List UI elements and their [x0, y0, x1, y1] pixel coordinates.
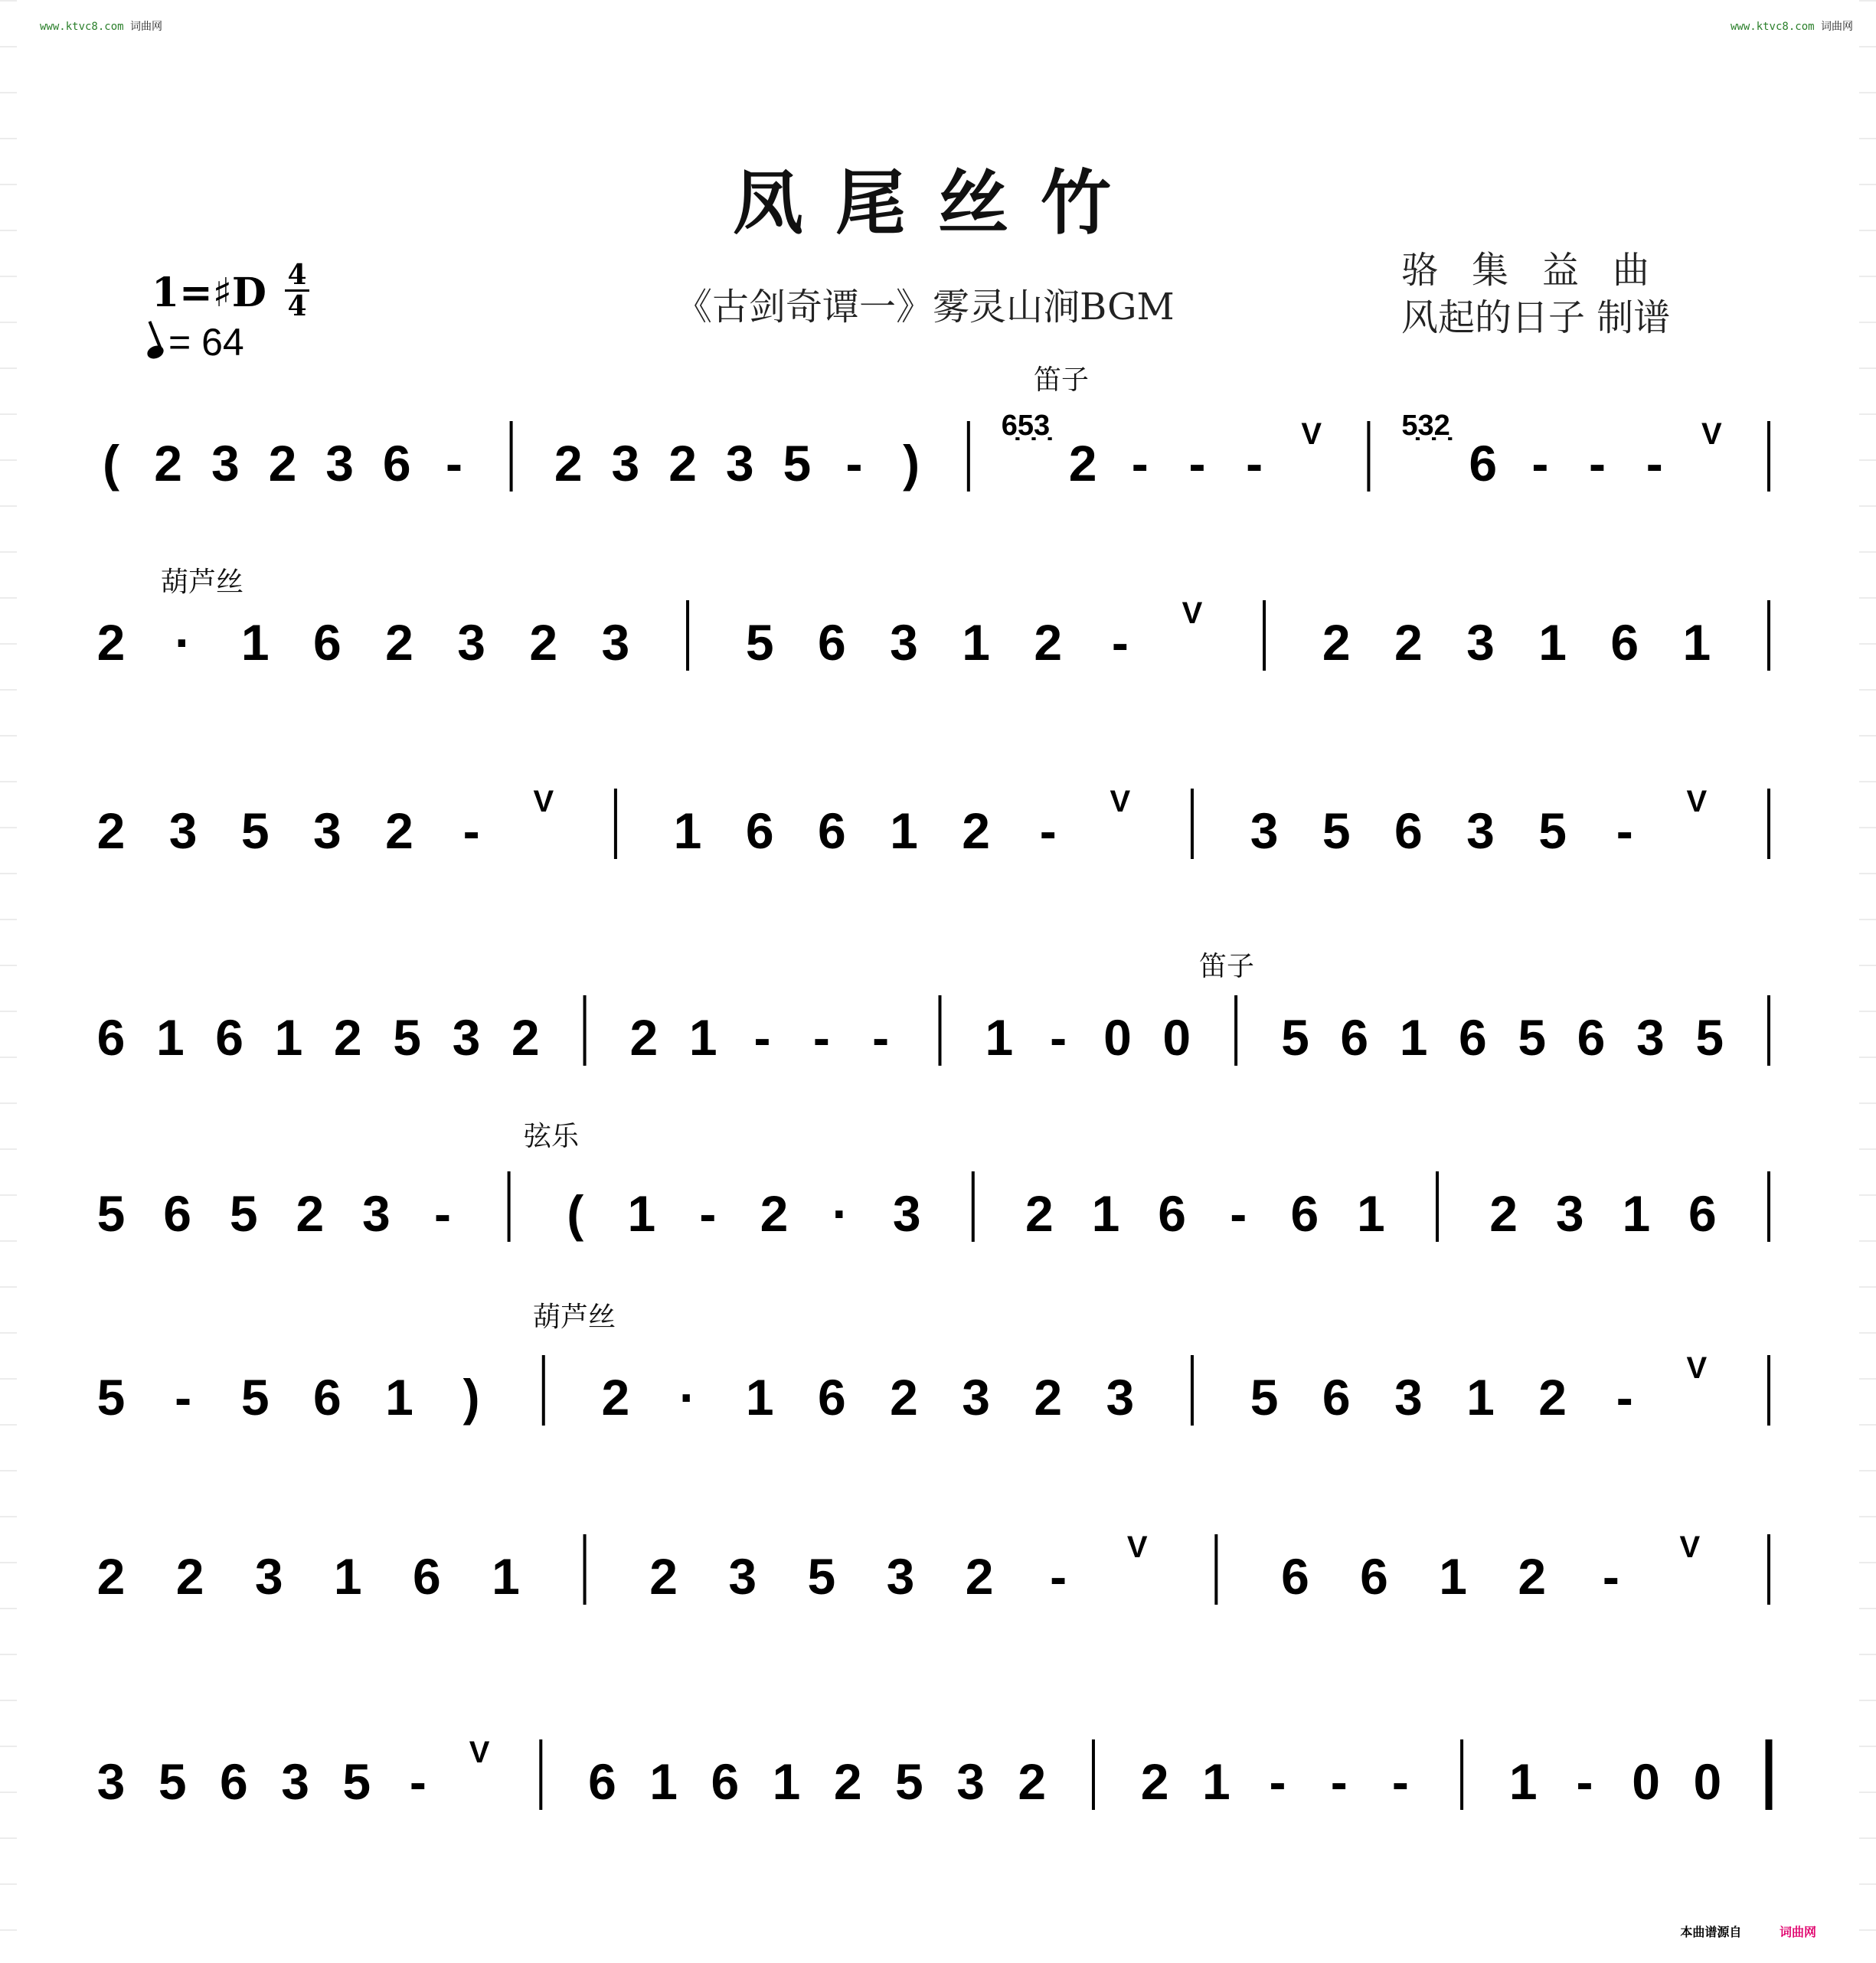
dash-extension: -	[1111, 614, 1129, 671]
note-token: 1	[1622, 1185, 1651, 1242]
note-token: 3	[1466, 802, 1495, 859]
note-token: 5	[240, 1369, 270, 1426]
note-token: 5̣3̣2̣	[1401, 410, 1450, 442]
note-token: 6	[817, 614, 846, 671]
note-token: 3	[892, 1185, 921, 1242]
dash-extension: -	[1391, 1753, 1409, 1810]
note-token: 6	[745, 802, 774, 859]
breath-mark: V	[1701, 417, 1722, 451]
dash-extension: -	[872, 1009, 890, 1066]
composer-credit: 骆集益曲	[1401, 249, 1684, 292]
note-token: ·	[832, 1185, 849, 1242]
note-token: 2	[962, 802, 990, 859]
dash-extension: -	[1246, 435, 1263, 492]
note-token: 0	[1693, 1753, 1722, 1810]
note-token: 1	[627, 1185, 656, 1242]
dash-extension: -	[1616, 1369, 1633, 1426]
note-token: 2	[96, 1548, 126, 1605]
note-token: 2	[629, 1009, 659, 1066]
note-token: 5	[229, 1185, 258, 1242]
note-token: 5	[1250, 1369, 1279, 1426]
note-token: 2	[890, 1369, 918, 1426]
dash-extension: -	[845, 435, 863, 492]
breath-mark: V	[469, 1736, 490, 1769]
note-token: 6	[1158, 1185, 1186, 1242]
note-token: 1	[985, 1009, 1014, 1066]
note-token: 6	[1610, 614, 1639, 671]
instrument-label: 笛子	[1199, 951, 1255, 982]
breath-mark: V	[533, 785, 554, 818]
note-token: 3	[601, 614, 630, 671]
note-token: 2	[965, 1548, 994, 1605]
note-token: 3	[1250, 802, 1279, 859]
note-token: 2	[668, 435, 697, 492]
note-token: 1	[673, 802, 702, 859]
dash-extension: -	[1188, 435, 1206, 492]
score-title: 凤尾丝竹	[732, 162, 1143, 244]
breath-mark: V	[1686, 1351, 1708, 1385]
note-token: 1	[772, 1753, 801, 1810]
note-token: 2	[1518, 1548, 1547, 1605]
footer-source: 本曲谱源自	[1680, 1925, 1742, 1939]
note-token: 6	[1459, 1009, 1487, 1066]
instrument-label: 葫芦丝	[161, 567, 244, 598]
dash-extension: -	[1131, 435, 1149, 492]
note-token: 3	[611, 435, 640, 492]
note-token: 5	[1322, 802, 1351, 859]
note-token: 1	[274, 1009, 303, 1066]
note-token: 6	[817, 1369, 846, 1426]
dash-extension: -	[1230, 1185, 1247, 1242]
note-token: 2	[268, 435, 297, 492]
dash-extension: -	[462, 802, 480, 859]
note-token: 1	[155, 1009, 185, 1066]
note-token: ·	[175, 614, 192, 671]
note-token: 3	[725, 435, 754, 492]
site-tag-left-url: www.ktvc8.com	[40, 21, 124, 33]
note-token: 1	[1508, 1753, 1538, 1810]
arranger-credit: 风起的日子 制谱	[1401, 296, 1671, 339]
note-token: 6	[313, 614, 342, 671]
note-token: 1	[1466, 1369, 1495, 1426]
note-token: 5	[807, 1548, 836, 1605]
site-tag-left-name: 词曲网	[130, 21, 163, 33]
note-token: 2	[385, 614, 413, 671]
note-token: 5	[240, 802, 270, 859]
note-token: 1	[1091, 1185, 1120, 1242]
note-token: 1	[385, 1369, 413, 1426]
note-token: 1	[240, 614, 270, 671]
note-token: 2	[296, 1185, 325, 1242]
breath-mark: V	[1126, 1530, 1148, 1564]
note-token: 2	[833, 1753, 862, 1810]
breath-mark: V	[1110, 785, 1131, 818]
instrument-label: 葫芦丝	[533, 1302, 616, 1333]
note-token: 5	[96, 1369, 126, 1426]
note-token: 1	[1538, 614, 1567, 671]
dash-extension: -	[434, 1185, 451, 1242]
note-token: 1	[962, 614, 990, 671]
note-token: ·	[679, 1369, 697, 1426]
note-token: 2	[1322, 614, 1351, 671]
note-token: 2	[1394, 614, 1423, 671]
note-token: 3	[168, 802, 198, 859]
note-token: 3	[962, 1369, 990, 1426]
note-token: 2	[529, 614, 558, 671]
dash-extension: -	[1039, 802, 1057, 859]
key-signature: 1=♯D	[152, 269, 267, 316]
dash-extension: -	[1576, 1753, 1593, 1810]
note-token: 6	[1394, 802, 1423, 859]
note-token: 3	[281, 1753, 309, 1810]
note-token: 5	[745, 614, 774, 671]
note-token: 3	[452, 1009, 481, 1066]
note-token: 2	[554, 435, 583, 492]
note-token: 6	[1469, 435, 1498, 492]
footer-site: 词曲网	[1779, 1925, 1816, 1939]
note-token: 3	[211, 435, 240, 492]
note-token: 2	[1068, 435, 1097, 492]
dash-extension: -	[1602, 1548, 1619, 1605]
note-token: 3	[254, 1548, 283, 1605]
note-token: 2	[1025, 1185, 1054, 1242]
note-token: 2	[760, 1185, 789, 1242]
note-token: 2	[333, 1009, 362, 1066]
note-token: 1	[1201, 1753, 1231, 1810]
breath-mark: V	[1679, 1530, 1701, 1564]
note-token: 2	[1018, 1753, 1047, 1810]
note-token: 6	[588, 1753, 616, 1810]
dash-extension: -	[699, 1185, 717, 1242]
note-token: 2	[649, 1548, 678, 1605]
note-token: 5	[1281, 1009, 1309, 1066]
site-tag-right-name: 词曲网	[1821, 21, 1853, 33]
note-token: 1	[1357, 1185, 1385, 1242]
note-token: 3	[457, 614, 486, 671]
note-token: 1	[649, 1753, 678, 1810]
note-token: 3	[1394, 1369, 1423, 1426]
note-token: 3	[325, 435, 354, 492]
dash-extension: -	[1269, 1753, 1286, 1810]
note-token: 1	[688, 1009, 717, 1066]
note-token: 3	[1106, 1369, 1135, 1426]
breath-mark: V	[1181, 596, 1203, 630]
note-token: 0	[1103, 1009, 1132, 1066]
note-token: 2	[96, 614, 126, 671]
dash-extension: -	[1330, 1753, 1348, 1810]
note-token: 6	[1688, 1185, 1717, 1242]
note-token: 5	[393, 1009, 421, 1066]
note-token: 1	[890, 802, 918, 859]
note-token: 6	[817, 802, 846, 859]
note-token: 2	[96, 802, 126, 859]
note-token: 2	[154, 435, 183, 492]
note-token: 2	[1034, 1369, 1063, 1426]
note-token: 2	[511, 1009, 540, 1066]
note-token: 0	[1632, 1753, 1660, 1810]
note-token: 6	[382, 435, 411, 492]
note-token: 6	[313, 1369, 342, 1426]
note-token: 6̣5̣3̣	[1001, 410, 1051, 442]
note-token: 5	[1538, 802, 1567, 859]
footer	[1680, 1922, 1816, 1940]
site-tag-right-url: www.ktvc8.com	[1730, 21, 1815, 33]
note-token: 3	[1555, 1185, 1584, 1242]
note-token: 6	[96, 1009, 126, 1066]
note-token: 6	[220, 1753, 248, 1810]
note-token: 6	[1360, 1548, 1388, 1605]
breath-mark: V	[1686, 785, 1708, 818]
note-token: 3	[96, 1753, 126, 1810]
note-token: 5	[158, 1753, 187, 1810]
time-signature-top: 4	[287, 259, 307, 291]
breath-mark: V	[1301, 417, 1322, 451]
note-token: 5	[96, 1185, 126, 1242]
note-token: 3	[886, 1548, 915, 1605]
dash-extension: -	[1589, 435, 1606, 492]
dash-extension: -	[753, 1009, 771, 1066]
note-token: 5	[1518, 1009, 1547, 1066]
note-token: 5	[1695, 1009, 1724, 1066]
dash-extension: -	[1050, 1009, 1067, 1066]
note-token: 5	[783, 435, 812, 492]
note-token: 6	[215, 1009, 244, 1066]
dash-extension: -	[445, 435, 462, 492]
instrument-label: 弦乐	[524, 1121, 580, 1152]
note-token: 3	[956, 1753, 985, 1810]
note-token: 1	[1439, 1548, 1467, 1605]
note-token: 6	[1577, 1009, 1606, 1066]
note-token: 1	[492, 1548, 520, 1605]
tempo-value: = 64	[168, 321, 244, 364]
dash-extension: -	[1616, 802, 1633, 859]
note-token: 3	[362, 1185, 391, 1242]
note-token: 5	[342, 1753, 371, 1810]
note-token: 2	[1538, 1369, 1567, 1426]
note-token: 1	[1399, 1009, 1428, 1066]
note-token: 6	[711, 1753, 740, 1810]
note-token: (	[567, 1185, 584, 1242]
note-token: 2	[1140, 1753, 1169, 1810]
dash-extension: -	[812, 1009, 830, 1066]
dash-extension: -	[1531, 435, 1549, 492]
note-token: (	[103, 435, 119, 492]
note-token: 1	[333, 1548, 362, 1605]
note-token: 2	[385, 802, 413, 859]
dash-extension: -	[409, 1753, 427, 1810]
instrument-label: 笛子	[1034, 364, 1090, 396]
time-signature-bottom: 4	[287, 290, 307, 322]
note-token: 5	[895, 1753, 923, 1810]
note-token: 6	[163, 1185, 191, 1242]
note-token: 3	[728, 1548, 757, 1605]
note-token: 1	[745, 1369, 774, 1426]
note-token: 6	[1281, 1548, 1309, 1605]
note-token: 3	[1466, 614, 1495, 671]
note-token: 6	[1290, 1185, 1319, 1242]
note-token: 3	[313, 802, 342, 859]
note-token: 6	[1340, 1009, 1369, 1066]
note-token: 6	[1322, 1369, 1351, 1426]
dash-extension: -	[175, 1369, 192, 1426]
score-subtitle: 《古剑奇谭一》雾灵山涧BGM	[675, 286, 1175, 328]
note-token: )	[462, 1369, 480, 1426]
note-token: 1	[1682, 614, 1711, 671]
note-token: 3	[890, 614, 918, 671]
note-token: 2	[175, 1548, 204, 1605]
note-token: 0	[1162, 1009, 1191, 1066]
dash-extension: -	[1050, 1548, 1067, 1605]
note-token: 6	[413, 1548, 441, 1605]
note-token: 2	[601, 1369, 630, 1426]
note-token: 2	[1489, 1185, 1518, 1242]
note-token: 3	[1636, 1009, 1665, 1066]
note-token: 2	[1034, 614, 1063, 671]
dash-extension: -	[1646, 435, 1663, 492]
note-token: )	[903, 435, 920, 492]
